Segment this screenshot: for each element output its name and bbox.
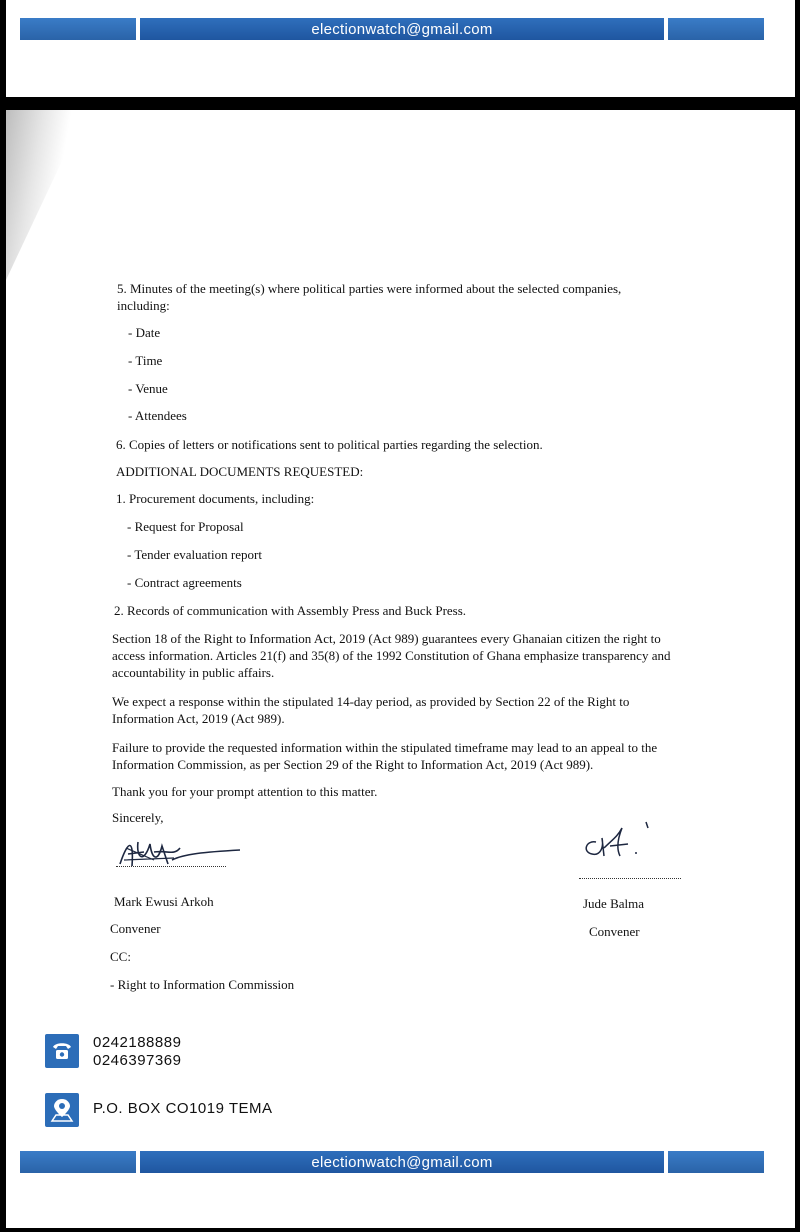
header-bar-left [20,18,136,40]
phone-number-1: 0242188889 [93,1034,182,1051]
additional-item-1: 1. Procurement documents, including: [116,491,315,506]
footer-bar-right [668,1151,764,1173]
item-5: 5. Minutes of the meeting(s) where political parties were informed about the selected companies, including: [117,281,622,313]
additional-item-2: 2. Records of communication with Assembly Press and Buck Press. [114,603,467,618]
cc-label: CC: [110,949,131,964]
additional-item-1-detail: - Request for Proposal [127,519,244,534]
additional-item-1-detail: - Contract agreements [127,575,242,590]
phone-icon [45,1034,79,1068]
item-5-detail: - Date [128,325,161,340]
cc-item: - Right to Information Commission [110,977,295,992]
footer-bar-left [20,1151,136,1173]
header-email: electionwatch@gmail.com [311,20,493,38]
signature-2-line [579,878,681,879]
header-bar-center [140,18,664,40]
signatory-1-name: Mark Ewusi Arkoh [114,894,214,909]
page-curl-shadow [6,110,86,280]
paragraph-failure: Failure to provide the requested information within the stipulated timeframe may lead to an appeal to the Information Commission, as per Section 29 of the Right to Information Act, 2019 (Act 989). [112,740,658,772]
item-5-detail: - Attendees [128,408,187,423]
additional-heading: ADDITIONAL DOCUMENTS REQUESTED: [116,464,364,479]
signatory-2-name: Jude Balma [583,896,645,911]
phone-number-2: 0246397369 [93,1052,182,1069]
letter-page [6,110,795,1228]
previous-page-fragment [6,0,795,97]
footer-email: electionwatch@gmail.com [311,1153,493,1171]
signature-2-image [578,818,658,868]
signature-1-image [114,830,246,874]
item-6: 6. Copies of letters or notifications sent to political parties regarding the selection. [116,437,543,452]
location-pin-icon [45,1093,79,1127]
item-5-detail: - Venue [128,381,168,396]
signatory-1-title: Convener [110,921,161,936]
footer-bar-center [140,1151,664,1173]
signatory-2-title: Convener [589,924,640,939]
header-bar-right [668,18,764,40]
additional-item-1-detail: - Tender evaluation report [127,547,262,562]
item-5-detail: - Time [128,353,163,368]
paragraph-response: We expect a response within the stipulated 14-day period, as provided by Section 22 of the Right to Information Act, 2019 (Act 989). [112,694,630,726]
sincerely: Sincerely, [112,810,164,825]
postal-address: P.O. BOX CO1019 TEMA [93,1100,273,1117]
paragraph-section-18: Section 18 of the Right to Information Act, 2019 (Act 989) guarantees every Ghanaian citizen the right to access information. Articles 21(f) and 35(8) of the 1992 Constitution of Ghana emphasize transparency and accountability in public affairs. [112,631,671,680]
signature-1-line [116,866,226,867]
thank-you-line: Thank you for your prompt attention to this matter. [112,784,378,799]
